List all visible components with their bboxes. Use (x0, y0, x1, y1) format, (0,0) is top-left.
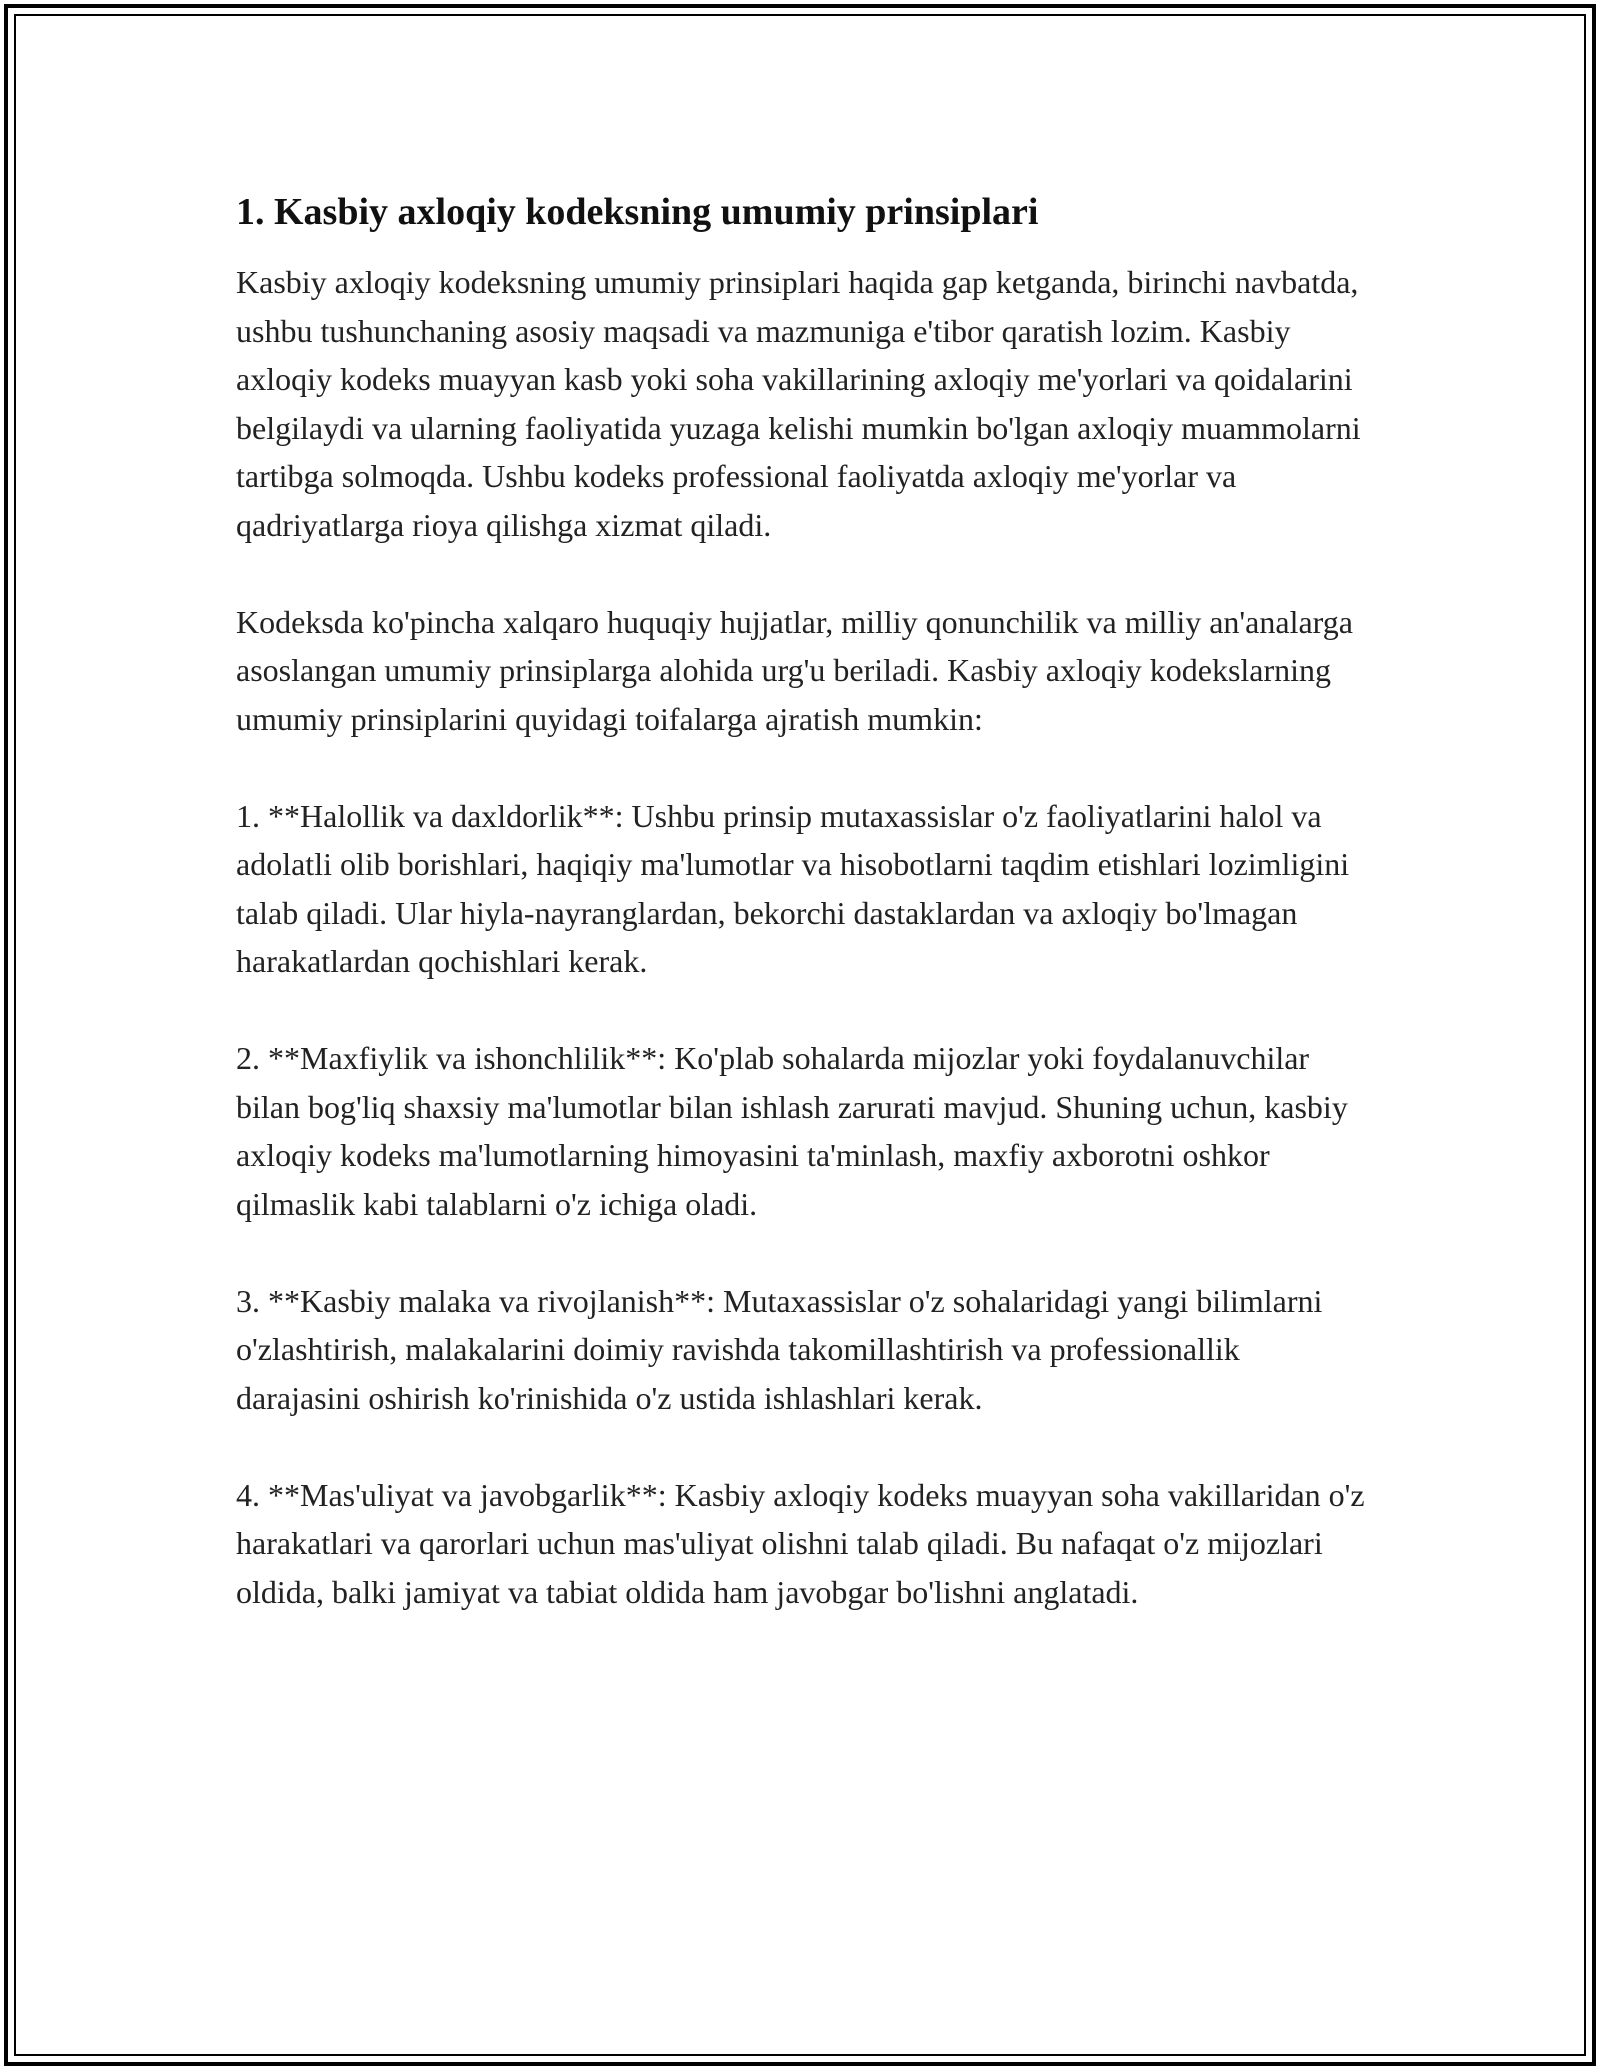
paragraph-principle-4: 4. **Mas'uliyat va javobgarlik**: Kasbiy axloqiy kodeks muayyan soha vakillaridan o'z harakatlari va qarorlari uchun mas'uliyat olishni talab qiladi. Bu nafaqat o'z mijozlari oldida, balki jamiyat va tabiat oldida ham javobgar bo'lishni anglatadi. (236, 1476, 1365, 1610)
paragraph-intro: Kasbiy axloqiy kodeksning umumiy prinsiplari haqida gap ketganda, birinchi navbatda, ushbu tushunchaning asosiy maqsadi va mazmuniga e'tibor qaratish lozim. Kasbiy axloqiy kodeks muayyan kasb yoki soha vakillarining axloqiy me'yorlari va qoidalarini belgilaydi va ularning faoliyatida yuzaga kelishi mumkin bo'lgan axloqiy muammolarni tartibga solmoqda. Ushbu kodeks professional faoliyatda axloqiy me'yorlar va qadriyatlarga rioya qilishga xizmat qiladi. (236, 264, 1361, 543)
paragraph-principle-2: 2. **Maxfiylik va ishonchlilik**: Ko'plab sohalarda mijozlar yoki foydalanuvchilar bilan bog'liq shaxsiy ma'lumotlar bilan ishlash zarurati mavjud. Shuning uchun, kasbiy axloqiy kodeks ma'lumotlarning himoyasini ta'minlash, maxfiy axborotni oshkor qilmaslik kabi talablarni o'z ichiga oladi. (236, 1040, 1348, 1222)
paragraph-principle-3: 3. **Kasbiy malaka va rivojlanish**: Mutaxassislar o'z sohalaridagi yangi bilimlarni o'zlashtirish, malakalarini doimiy ravishda takomillashtirish va professionallik darajasini oshirish ko'rinishida o'z ustida ishlashlari kerak. (236, 1282, 1323, 1416)
paragraph-principle-1: 1. **Halollik va daxldorlik**: Ushbu prinsip mutaxassislar o'z faoliyatlarini halol va adolatli olib borishlari, haqiqiy ma'lumotlar va hisobotlarni taqdim etishlari lozimligini talab qiladi. Ular hiyla-nayranglardan, bekorchi dastaklardan va axloqiy bo'lmagan harakatlardan qochishlari kerak. (236, 797, 1350, 979)
section-heading: 1. Kasbiy axloqiy kodeksning umumiy prinsiplari (236, 191, 1039, 233)
paragraph-categories: Kodeksda ko'pincha xalqaro huquqiy hujjatlar, milliy qonunchilik va milliy an'analarga asoslangan umumiy prinsiplarga alohida urg'u beriladi. Kasbiy axloqiy kodekslarning umumiy prinsiplarini quyidagi toifalarga ajratish mumkin: (236, 603, 1353, 737)
document-body (236, 188, 1366, 1665)
